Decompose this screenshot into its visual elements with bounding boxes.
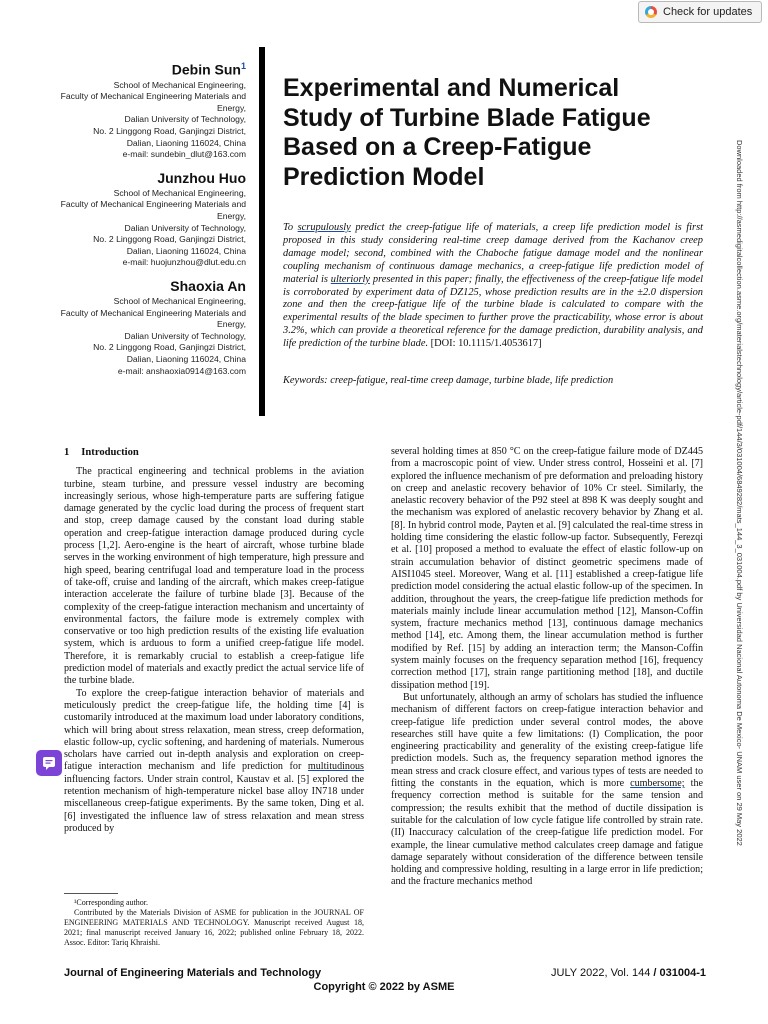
author-affiliation: School of Mechanical Engineering, Faculty of Mechanical Engineering Materials and Energy, Dalian University of Technology, No. 2 Linggong Road, Ganjingzi District, Dalian, Liaoning 116024, China e-mail: anshaoxia0914@163.com xyxy=(60,295,246,376)
author-affiliation: School of Mechanical Engineering, Faculty of Mechanical Engineering Materials and Energy, Dalian University of Technology, No. 2 Linggong Road, Ganjingzi District, Dalian, Liaoning 116024, China e-mail: sundebin_dlut@163.com xyxy=(60,79,246,160)
check-for-updates-label: Check for updates xyxy=(663,6,753,18)
author-block xyxy=(40,58,246,161)
paragraph: several holding times at 850 °C on the creep-fatigue failure mode of DZ445 from a macroscopic point of view. Under stress control, Hosseini et al. [7] explored the influence mechanism of pre deformation and preloading history on creep and anelastic recovery behavior of 10% Cr steel. Similarly, the anelastic recovery behavior of the P92 steel at 898 K was deeply sought and the mechanism was explored of anelastic recovery behavior by Zhang et al. [8]. In hybrid control mode, Payten et al. [9] calculated the real-time stress in holding time considering the elastic follow-up factor. Subsequently, Ferezqi et al. [10] proposed a method to evaluate the effect of elastic follow-up on strain accumulation behavior of distinct geometric specimens made of AISI1045 steel. Moreover, Wang et al. [11] established a creep-fatigue life prediction model considering the actual elastic follow-up of the specimen. In addition, throughout the years, the creep-fatigue life prediction methods for materials mainly include linear accumulation method [12], Manson-Coffin system, fracture mechanics method [13], continuous damage mechanics method [14], etc. Among them, the linear accumulation method is further modified by Ref. [15] by adding an interaction term; the Manson-Coffin system mainly focuses on the frequency separation method [16], frequency correction method [17], strain range partitioning method [18], and ductile dissipation method [19]. xyxy=(391,446,703,691)
journal-name: Journal of Engineering Materials and Technology xyxy=(64,967,322,979)
footnote: Contributed by the Materials Division of ASME for publication in the JOURNAL OF ENGINEERING MATERIALS AND TECHNOLOGY. Manuscript received August 18, 2021; final manuscript received January 16, 2022; published online February 18, 2022. Assoc. Editor: Tariq Khraishi. xyxy=(64,908,364,947)
copyright: Copyright © 2022 by ASME xyxy=(313,981,455,993)
keywords: Keywords: creep-fatigue, real-time creep damage, turbine blade, life prediction xyxy=(283,375,614,386)
glossary-link[interactable]: multitudinous xyxy=(307,761,364,773)
glossary-link[interactable]: cumbersome; xyxy=(630,778,685,790)
corresponding-author-marker[interactable]: 1 xyxy=(240,61,246,71)
check-for-updates-button[interactable] xyxy=(638,1,762,23)
body-column-right xyxy=(391,446,703,889)
glossary-link[interactable]: scrupulously xyxy=(297,222,351,233)
footnotes xyxy=(64,898,364,948)
doi-link[interactable]: [DOI: 10.1115/1.4053617] xyxy=(428,338,542,350)
author-block xyxy=(40,170,246,269)
author-name: Junzhou Huo xyxy=(157,169,246,186)
author-name: Shaoxia An xyxy=(170,277,246,294)
comment-icon xyxy=(42,756,56,770)
abstract: To scrupulously predict the creep-fatigue life of materials, a creep life prediction model is first proposed in this study considering real-time creep damage derived from the Kachanov creep damage model; second, combined with the Chaboche fatigue damage model and the nonlinear coupling mechanism of continuous damage mechanics, a creep-fatigue life prediction model of material is ulteriorly presented in this paper; finally, the effectiveness of the creep-fatigue life model is corroborated by experiment data of DZ125, whose prediction results are in the ±2.0 dispersion zone and then the creep-fatigue life of the turbine blade is calculated to compare with the experimental results of the blade specimen to further prove the practicability, whose error is about 3.2%, which can provide a theoretical reference for the damage prediction, durability analysis, and life prediction of the turbine blade. [DOI: 10.1115/1.4053617] xyxy=(283,222,703,350)
paragraph: The practical engineering and technical problems in the aviation turbine, steam turbine, and pressure vessel industry are becoming increasingly serious, whose high-temperature parts are suffering fatigue damage generated by the cyclic load during the process of frequent start and stop, creep damage caused by the constant load during stable operation and creep-fatigue interaction damage produced during cycle process [1,2]. Aero-engine is the heart of aircraft, whose turbine blade serves in the working environment of high temperature, high pressure and high speed, bearing centrifugal load and temperature load in the process of take-off, cruise and landing of the aircraft, which makes creep-fatigue interaction accelerate the failure of turbine blade [3]. Because of the complexity of the creep-fatigue interaction mechanism and uncertainty of environmental factors, the failure mode is extremely complex with conservative or too high prediction results of the existing life evaluation system, which is arduous to form a unified creep-fatigue life model. Therefore, it is remarkably crucial to establish a creep-fatigue life prediction model of materials and exactly predict the actual service life of the turbine blade. xyxy=(64,466,364,687)
paragraph: To explore the creep-fatigue interaction behavior of materials and meticulously predict the creep-fatigue life, the holding time [4] is customarily introduced at the maximum load under laboratory conditions, which will bring about stress relaxation, mean stress, creep deformation, elastic follow-up, cyclic softening, and hardening of materials. Numerous scholars have carried out in-depth analysis and exploration on creep-fatigue interaction mechanism and life prediction for multitudinous influencing factors. Under strain control, Kaustav et al. [5] explored the retention mechanism of high-temperature nickel base alloy IN718 under miscellaneous creep-fatigue experiments. By the same token, Ding et al. [6] investigated the influence law of stress relaxation and mean stress produced by xyxy=(64,687,364,834)
issue-info: JULY 2022, Vol. 144 / 031004-1 xyxy=(551,967,706,979)
author-affiliation: School of Mechanical Engineering, Faculty of Mechanical Engineering Materials and Energy, Dalian University of Technology, No. 2 Linggong Road, Ganjingzi District, Dalian, Liaoning 116024, China e-mail: huojunzhou@dlut.edu.cn xyxy=(60,187,246,268)
section-heading: 1 Introduction xyxy=(64,447,139,458)
author-block xyxy=(40,278,246,377)
footnote: ¹Corresponding author. xyxy=(74,898,148,907)
crossmark-icon xyxy=(645,6,657,18)
glossary-link[interactable]: ulteriorly xyxy=(330,273,371,285)
paragraph: But unfortunately, although an army of scholars has studied the influence mechanism of different factors on creep-fatigue interaction behavior and creep-fatigue life prediction under several control modes, the above researches still have quite a few limitations: (I) Complication, the poor engineering practicability and generality of the existing creep-fatigue life prediction models. Such as, the frequency separation method ignores the mean stress and crack closure effect, and various types of tests are needed to fitting the constants in the equation, which is more cumbersome; the frequency correction method is suitable for the same tension and compression; the results exhibit that the method of ductile dissipation is suitable for the calculation of low cycle fatigue life controlled by strain rate. (II) Inaccuracy calculation of the creep-fatigue life prediction model. For example, the linear cumulative method calculates creep damage and fatigue damage separately without consideration of the difference between tensile holding and compressive holding, resulting in a large error in life prediction; and the fracture mechanics method xyxy=(391,691,703,888)
author-name: Debin Sun$^1$ xyxy=(171,61,246,78)
author-list xyxy=(40,58,246,386)
title-divider xyxy=(259,47,265,416)
comment-button[interactable] xyxy=(36,750,62,776)
footnote-rule xyxy=(64,893,118,894)
download-notice: Downloaded from http://asmedigitalcollection.asme.org/materialstechnology/article-pdf/144/3/031004/6849282/mats_144_3_031004.pdf by Universidad Nacional Autonoma De Mexico- UNAM user on 29 May 2022 xyxy=(735,140,744,846)
body-column-left xyxy=(64,447,364,835)
article-title: Experimental and Numerical Study of Turbine Blade Fatigue Based on a Creep-Fatigue Prediction Model xyxy=(283,74,651,191)
page-number: 031004-1 xyxy=(659,967,706,979)
